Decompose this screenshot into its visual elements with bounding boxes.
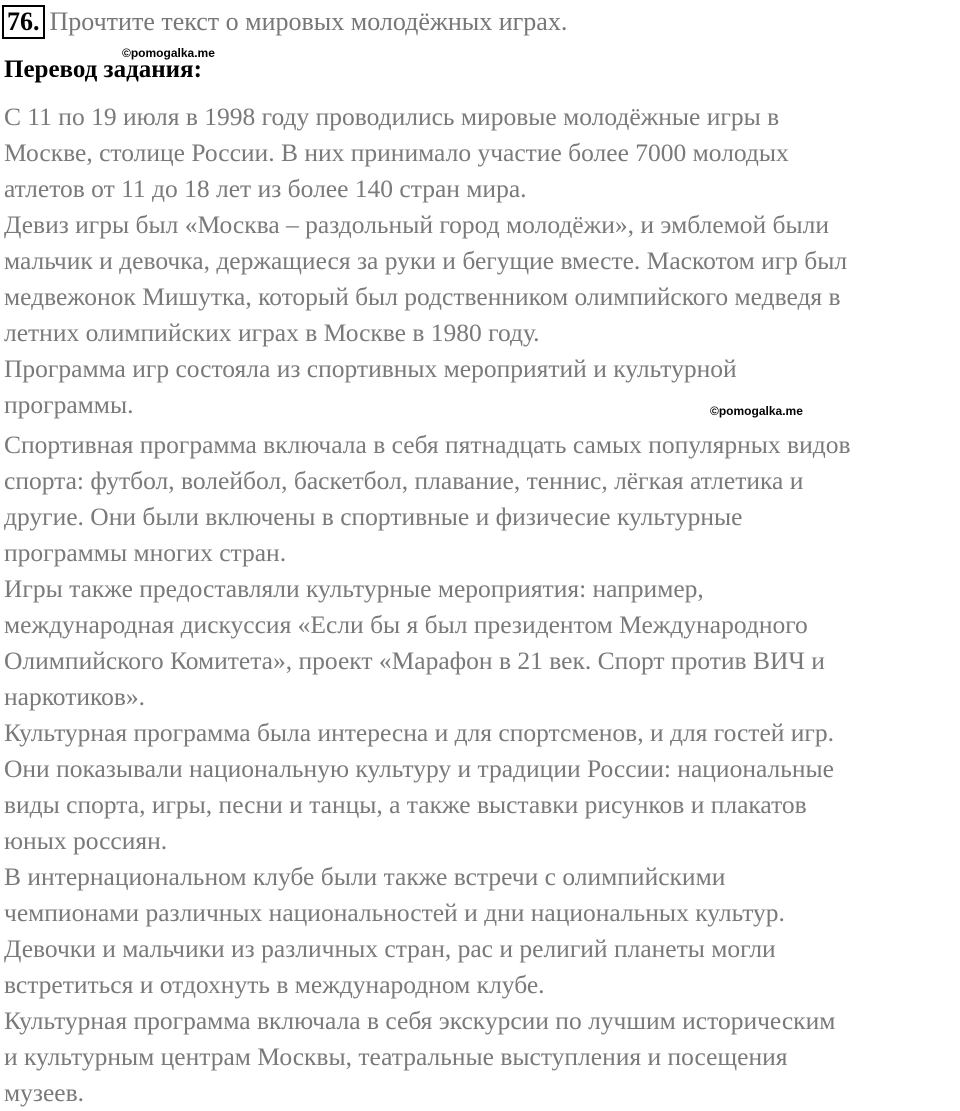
text-line: Культурная программа была интересна и для спортсменов, и для гостей игр. bbox=[4, 718, 835, 747]
translation-body bbox=[4, 99, 956, 1111]
text-line: Программа игр состояла из спортивных мероприятий и культурной bbox=[4, 354, 737, 383]
text-line: другие. Они были включены в спортивные и физичесие культурные bbox=[4, 502, 743, 531]
text-line: чемпионами различных национальностей и дни национальных культур. bbox=[4, 898, 785, 927]
text-line: В интернациональном клубе были также встречи с олимпийскими bbox=[4, 862, 726, 891]
text-line: Девиз игры был «Москва – раздольный город молодёжи», и эмблемой были bbox=[4, 210, 830, 239]
text-line: программы многих стран. bbox=[4, 538, 287, 567]
text-line: Культурная программа включала в себя экскурсии по лучшим историческим bbox=[4, 1006, 836, 1035]
text-line: Девочки и мальчики из различных стран, рас и религий планеты могли bbox=[4, 934, 776, 963]
text-line: атлетов от 11 до 18 лет из более 140 стран мира. bbox=[4, 174, 527, 203]
text-line: С 11 по 19 июля в 1998 году проводились мировые молодёжные игры в bbox=[4, 102, 780, 131]
text-line: Игры также предоставляли культурные мероприятия: например, bbox=[4, 574, 704, 603]
text-line: Москве, столице России. В них принимало участие более 7000 молодых bbox=[4, 138, 789, 167]
text-line: встретиться и отдохнуть в международном клубе. bbox=[4, 970, 545, 999]
watermark: ©pomogalka.me bbox=[122, 46, 215, 60]
text-line: Олимпийского Комитета», проект «Марафон в 21 век. Спорт против ВИЧ и bbox=[4, 646, 825, 675]
text-line: летних олимпийских играх в Москве в 1980 году. bbox=[4, 318, 540, 347]
exercise-header bbox=[2, 4, 567, 40]
text-line: и культурным центрам Москвы, театральные выступления и посещения bbox=[4, 1042, 788, 1071]
text-line: Спортивная программа включала в себя пятнадцать самых популярных видов bbox=[4, 430, 851, 459]
watermark: ©pomogalka.me bbox=[710, 404, 803, 418]
exercise-number: 76. bbox=[2, 5, 45, 39]
text-line: медвежонок Мишутка, который был родственником олимпийского медведя в bbox=[4, 282, 841, 311]
text-line: наркотиков». bbox=[4, 682, 146, 711]
text-line: спорта: футбол, волейбол, баскетбол, плавание, теннис, лёгкая атлетика и bbox=[4, 466, 804, 495]
text-line: международная дискуссия «Если бы я был президентом Международного bbox=[4, 610, 808, 639]
text-line: юных россиян. bbox=[4, 826, 168, 855]
text-line: мальчик и девочка, держащиеся за руки и бегущие вместе. Маскотом игр был bbox=[4, 246, 848, 275]
text-line: Они показывали национальную культуру и традиции России: национальные bbox=[4, 754, 834, 783]
translation-heading: Перевод задания: bbox=[4, 56, 202, 83]
exercise-instruction: Прочтите текст о мировых молодёжных играх. bbox=[49, 7, 568, 36]
text-line: программы. bbox=[4, 390, 134, 419]
text-line: виды спорта, игры, песни и танцы, а также выставки рисунков и плакатов bbox=[4, 790, 807, 819]
text-line: музеев. bbox=[4, 1078, 85, 1107]
